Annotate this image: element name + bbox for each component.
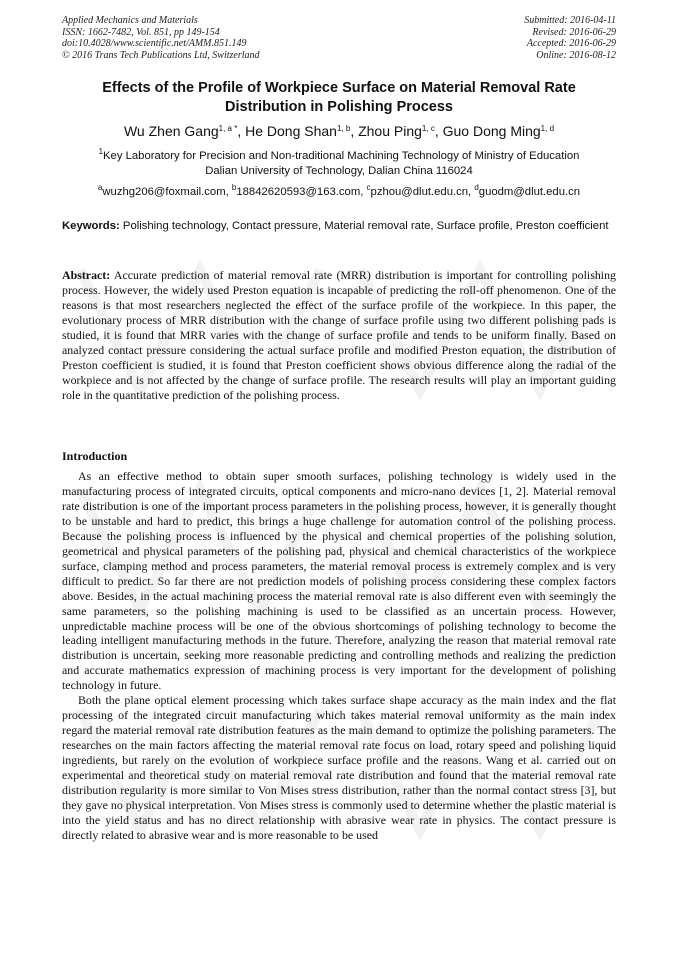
email-address: wuzhg206@foxmail.com, bbox=[102, 186, 232, 198]
email-address: pzhou@dlut.edu.cn, bbox=[370, 186, 475, 198]
author-name: Guo Dong Ming bbox=[442, 123, 541, 139]
author-name: Wu Zhen Gang bbox=[123, 123, 219, 139]
copyright-line: © 2016 Trans Tech Publications Ltd, Switzerland bbox=[62, 49, 260, 61]
body-paragraph: As an effective method to obtain super smooth surfaces, polishing technology is widely used in the manufacturing process of integrated circuits, optical components and micro-nano devices [1, 2]. Material removal rate distribution is one of the important process parameters in the polishing process, however, it is generally thought to be unstable and hard to predict, this brings a huge challenge for automation control of the polishing process. Because the polishing process is influenced by the physical and chemical properties of the polishing solution, geometrical and physical parameters of the polishing pad, physical and chemical characteristics of the workpiece surface, clamping method and process parameters, the material removal process is extremely complex and is very difficult to predict. So far there are not prediction models of polishing process considering these complex factors above. Besides, in the actual machining process the material removal rate is also different even with seemingly the same parameters, so the polishing machining is used to be classified as an uncertain process. However, unpredictable machine process will be one of the obvious shortcomings of polishing technology to become the leading intelligent manufacturing methods in the future. Therefore, analyzing the reason that material removal rate distribution is uncertain, seeking more reasonable predicting and controlling methods and realizing the prediction and accurate mathematics expression of machining process is very important for the development of polishing technology in future. bbox=[62, 469, 616, 693]
author-affiliation-mark: 1, b bbox=[336, 124, 351, 133]
doi-line: doi:10.4028/www.scientific.net/AMM.851.149 bbox=[62, 38, 247, 49]
affiliation-mark: 1 bbox=[98, 147, 104, 156]
email-address: guodm@dlut.edu.cn bbox=[478, 186, 581, 198]
email-mark: d bbox=[474, 183, 479, 192]
author-affiliation-mark: 1, d bbox=[540, 124, 555, 133]
abstract-text: Accurate prediction of material removal rate (MRR) distribution is important for controlling polishing process. However, the widely used Preston equation is incapable of predicting the roll-off phenomenon. One of the reasons is that most researchers neglected the effect of the surface profile of the workpiece. In this paper, the evolutionary process of MRR distribution with the change of surface profile using two different polishing pads is studied, it is found that MRR varies with the change of surface profile and tends to be uniform finally. Based on analyzed contact pressure considering the actual surface profile and modified Preston equation, the distribution of Preston coefficient is studied, it is found that Preston coefficient shows obvious difference along the radial of the workpiece and is not affected by the change of surface profile. The research results will play an important guiding role in the quantitative prediction of the polishing process. bbox=[62, 268, 616, 402]
abstract-label: Abstract: bbox=[62, 268, 111, 282]
email-mark: b bbox=[231, 183, 237, 192]
keywords-text: Polishing technology, Contact pressure, Material removal rate, Surface profile, Preston coefficient bbox=[119, 220, 609, 232]
email-address: 18842620593@163.com, bbox=[236, 186, 367, 198]
journal-info bbox=[62, 15, 260, 61]
email-mark: a bbox=[97, 183, 103, 192]
author-separator: , bbox=[237, 123, 246, 139]
abstract-section bbox=[62, 268, 616, 403]
title-line: Distribution in Polishing Process bbox=[225, 98, 453, 115]
author-affiliation-mark: 1, a * bbox=[218, 124, 238, 133]
title-line: Effects of the Profile of Workpiece Surface on Material Removal Rate bbox=[102, 80, 576, 96]
keywords-label: Keywords: bbox=[62, 220, 120, 232]
author-list bbox=[62, 123, 616, 140]
author-separator: , bbox=[350, 123, 359, 139]
section-heading: Introduction bbox=[62, 449, 128, 463]
email-list bbox=[62, 185, 616, 199]
email-mark: c bbox=[366, 183, 371, 192]
journal-name: Applied Mechanics and Materials bbox=[62, 15, 198, 26]
affiliation-line: Dalian University of Technology, Dalian China 116024 bbox=[205, 164, 473, 177]
online-date: Online: 2016-08-12 bbox=[536, 49, 616, 61]
accepted-date: Accepted: 2016-06-29 bbox=[526, 38, 616, 49]
issn-line: ISSN: 1662-7482, Vol. 851, pp 149-154 bbox=[62, 26, 220, 38]
affiliation bbox=[62, 149, 616, 178]
author-affiliation-mark: 1, c bbox=[421, 124, 435, 133]
paper-title bbox=[62, 79, 616, 116]
body-paragraph: Both the plane optical element processing which takes surface shape accuracy as the main index and the flat processing of the integrated circuit manufacturing which takes material removal uniformity as the main index regard the material removal rate distribution features as the main demand to optimize the polishing parameters. The researches on the main factors affecting the material removal rate focus on load, rotary speed and polishing liquid ingredients, but rarely on the evolution of workpiece surface profile and the reasons. Wang et al. carried out on experimental and theoretical study on material removal rate distribution and found that the material removal rate distribution regularity is more similar to Von Mises stress distribution, rather than the normal contact stress [3], but they gave no physical interpretation. Von Mises stress is commonly used to determine whether the plastic material is into the yield status and has no direct relationship with abrasive wear rate in physics. The contact pressure is directly related to abrasive wear and is more reasonable to be used bbox=[62, 693, 616, 842]
affiliation-line: Key Laboratory for Precision and Non-traditional Machining Technology of Ministry of Education bbox=[103, 150, 580, 162]
publication-dates bbox=[524, 15, 616, 61]
revised-date: Revised: 2016-06-29 bbox=[532, 26, 616, 38]
author-name: He Dong Shan bbox=[245, 123, 337, 139]
keywords-section bbox=[62, 219, 616, 234]
author-separator: , bbox=[434, 123, 443, 139]
introduction-body bbox=[62, 469, 616, 843]
author-name: Zhou Ping bbox=[358, 123, 422, 139]
submitted-date: Submitted: 2016-04-11 bbox=[524, 15, 616, 26]
